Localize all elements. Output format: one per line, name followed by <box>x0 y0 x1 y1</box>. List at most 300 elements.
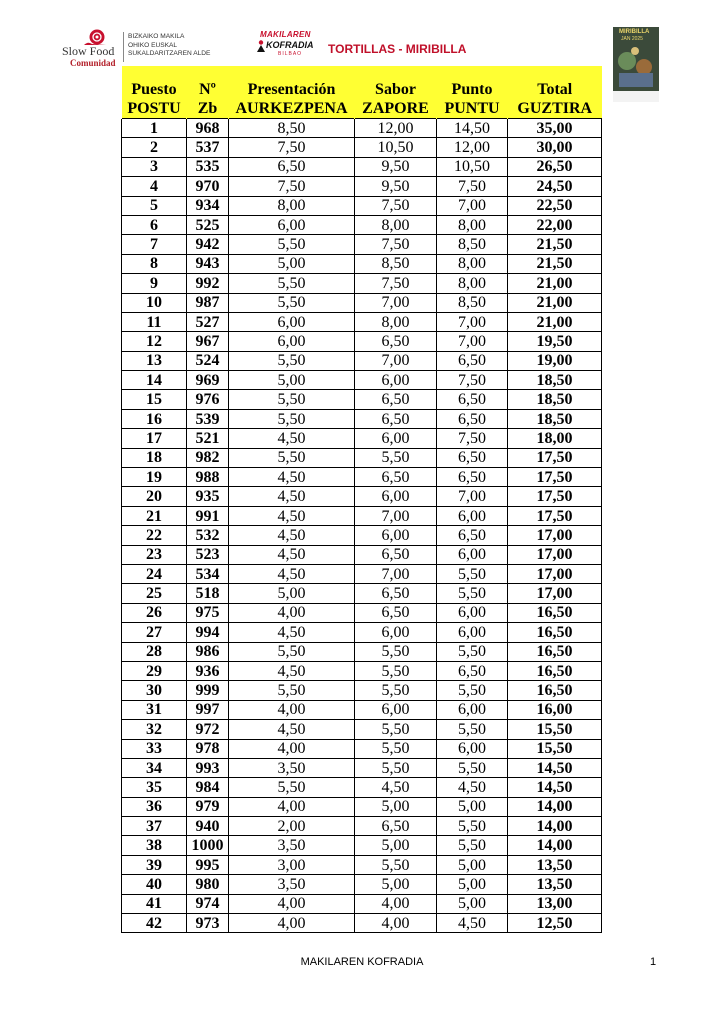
cell-doneness: 8,00 <box>437 215 508 234</box>
table-row <box>122 487 602 506</box>
cell-total: 17,00 <box>508 584 602 603</box>
table-row <box>122 564 602 583</box>
col-header-puntu: PUNTU <box>437 99 508 119</box>
cell-flavor: 8,50 <box>355 254 437 273</box>
cell-total: 18,50 <box>508 409 602 428</box>
cell-rank: 34 <box>122 758 187 777</box>
cell-total: 18,00 <box>508 429 602 448</box>
table-row <box>122 293 602 312</box>
cell-entry-number: 535 <box>187 157 229 176</box>
cell-total: 35,00 <box>508 119 602 138</box>
cell-total: 14,50 <box>508 778 602 797</box>
cell-total: 26,50 <box>508 157 602 176</box>
results-table-body <box>122 119 602 933</box>
cell-presentation: 5,50 <box>229 642 355 661</box>
table-row <box>122 778 602 797</box>
cell-rank: 10 <box>122 293 187 312</box>
cell-entry-number: 992 <box>187 274 229 293</box>
slow-food-logo <box>62 28 130 66</box>
cell-flavor: 6,50 <box>355 545 437 564</box>
cell-entry-number: 973 <box>187 914 229 933</box>
table-row <box>122 138 602 157</box>
cell-entry-number: 978 <box>187 739 229 758</box>
cell-flavor: 7,50 <box>355 196 437 215</box>
cell-entry-number: 527 <box>187 312 229 331</box>
table-row <box>122 914 602 933</box>
cell-rank: 12 <box>122 332 187 351</box>
cell-total: 22,00 <box>508 215 602 234</box>
cell-presentation: 3,00 <box>229 855 355 874</box>
cell-entry-number: 994 <box>187 623 229 642</box>
table-row <box>122 196 602 215</box>
poster-title: MIRIBILLA <box>619 29 650 35</box>
cell-rank: 30 <box>122 681 187 700</box>
cell-rank: 41 <box>122 894 187 913</box>
cell-presentation: 5,50 <box>229 448 355 467</box>
cell-rank: 28 <box>122 642 187 661</box>
cell-rank: 36 <box>122 797 187 816</box>
cell-entry-number: 523 <box>187 545 229 564</box>
cell-flavor: 6,00 <box>355 487 437 506</box>
cell-presentation: 8,00 <box>229 196 355 215</box>
cell-doneness: 6,50 <box>437 351 508 370</box>
cell-entry-number: 968 <box>187 119 229 138</box>
col-header-guztira: GUZTIRA <box>508 99 602 119</box>
cell-total: 24,50 <box>508 177 602 196</box>
cell-rank: 6 <box>122 215 187 234</box>
cell-doneness: 6,00 <box>437 623 508 642</box>
makilaren-kofradia-logo <box>256 30 320 62</box>
table-row <box>122 720 602 739</box>
cell-rank: 9 <box>122 274 187 293</box>
cell-flavor: 5,50 <box>355 720 437 739</box>
cell-doneness: 5,50 <box>437 720 508 739</box>
cell-presentation: 4,00 <box>229 914 355 933</box>
cell-presentation: 4,50 <box>229 429 355 448</box>
cell-doneness: 6,50 <box>437 526 508 545</box>
cell-doneness: 5,50 <box>437 836 508 855</box>
cell-doneness: 10,50 <box>437 157 508 176</box>
cell-doneness: 6,50 <box>437 661 508 680</box>
makilaren-logo-city: BILBAO <box>278 51 303 57</box>
cell-rank: 21 <box>122 506 187 525</box>
cell-doneness: 7,50 <box>437 177 508 196</box>
cell-doneness: 5,50 <box>437 564 508 583</box>
cell-rank: 2 <box>122 138 187 157</box>
col-header-zapore: ZAPORE <box>355 99 437 119</box>
cell-presentation: 7,50 <box>229 177 355 196</box>
table-row <box>122 157 602 176</box>
cell-total: 17,50 <box>508 487 602 506</box>
cell-rank: 24 <box>122 564 187 583</box>
cell-entry-number: 537 <box>187 138 229 157</box>
cell-total: 21,50 <box>508 235 602 254</box>
cell-entry-number: 534 <box>187 564 229 583</box>
cell-doneness: 5,50 <box>437 642 508 661</box>
cell-rank: 22 <box>122 526 187 545</box>
cell-presentation: 4,50 <box>229 506 355 525</box>
cell-flavor: 5,00 <box>355 875 437 894</box>
table-row <box>122 235 602 254</box>
table-row <box>122 758 602 777</box>
cell-flavor: 6,50 <box>355 584 437 603</box>
cell-doneness: 6,50 <box>437 390 508 409</box>
cell-flavor: 5,50 <box>355 855 437 874</box>
cell-presentation: 7,50 <box>229 138 355 157</box>
cell-doneness: 5,50 <box>437 681 508 700</box>
cell-presentation: 6,00 <box>229 312 355 331</box>
cell-rank: 3 <box>122 157 187 176</box>
logo-divider <box>123 32 124 62</box>
cell-rank: 13 <box>122 351 187 370</box>
cell-total: 12,50 <box>508 914 602 933</box>
col-header-presentacion: Presentación <box>229 81 355 99</box>
event-poster-image <box>613 27 659 102</box>
cell-presentation: 4,50 <box>229 545 355 564</box>
col-header-sabor: Sabor <box>355 81 437 99</box>
cell-flavor: 8,00 <box>355 312 437 331</box>
cell-entry-number: 974 <box>187 894 229 913</box>
cell-rank: 20 <box>122 487 187 506</box>
cell-total: 21,50 <box>508 254 602 273</box>
cell-total: 15,50 <box>508 720 602 739</box>
table-row <box>122 215 602 234</box>
cell-presentation: 5,50 <box>229 235 355 254</box>
table-row <box>122 468 602 487</box>
cell-presentation: 5,50 <box>229 778 355 797</box>
cell-presentation: 4,50 <box>229 623 355 642</box>
table-row <box>122 739 602 758</box>
cell-presentation: 4,50 <box>229 526 355 545</box>
cell-rank: 42 <box>122 914 187 933</box>
cell-flavor: 7,00 <box>355 564 437 583</box>
table-row <box>122 351 602 370</box>
cell-entry-number: 525 <box>187 215 229 234</box>
table-row <box>122 584 602 603</box>
cell-doneness: 8,00 <box>437 274 508 293</box>
table-row <box>122 855 602 874</box>
cell-presentation: 4,00 <box>229 700 355 719</box>
cell-flavor: 9,50 <box>355 177 437 196</box>
cell-presentation: 4,50 <box>229 468 355 487</box>
cell-presentation: 5,50 <box>229 293 355 312</box>
cell-rank: 7 <box>122 235 187 254</box>
cell-total: 18,50 <box>508 390 602 409</box>
col-header-punto: Punto <box>437 81 508 99</box>
cell-rank: 1 <box>122 119 187 138</box>
header-row-basque <box>122 99 602 119</box>
cell-rank: 18 <box>122 448 187 467</box>
cell-doneness: 6,00 <box>437 739 508 758</box>
cell-entry-number: 1000 <box>187 836 229 855</box>
cell-entry-number: 999 <box>187 681 229 700</box>
page-number: 1 <box>650 956 657 968</box>
cell-total: 16,50 <box>508 642 602 661</box>
table-row <box>122 875 602 894</box>
table-row <box>122 700 602 719</box>
cell-doneness: 8,00 <box>437 254 508 273</box>
kofradia-figure-icon <box>256 40 266 52</box>
cell-total: 14,00 <box>508 836 602 855</box>
cell-doneness: 7,00 <box>437 312 508 331</box>
table-row <box>122 332 602 351</box>
cell-doneness: 7,50 <box>437 371 508 390</box>
cell-flavor: 6,50 <box>355 603 437 622</box>
col-header-zb: Zb <box>187 99 229 119</box>
table-row <box>122 119 602 138</box>
cell-doneness: 7,00 <box>437 487 508 506</box>
table-row <box>122 894 602 913</box>
table-row <box>122 448 602 467</box>
cell-presentation: 5,50 <box>229 351 355 370</box>
col-header-aurkezpena: AURKEZPENA <box>229 99 355 119</box>
table-row <box>122 390 602 409</box>
col-header-puesto: Puesto <box>122 81 187 99</box>
cell-flavor: 6,50 <box>355 468 437 487</box>
col-header-total: Total <box>508 81 602 99</box>
cell-flavor: 7,00 <box>355 293 437 312</box>
cell-rank: 31 <box>122 700 187 719</box>
cell-doneness: 5,50 <box>437 584 508 603</box>
cell-entry-number: 936 <box>187 661 229 680</box>
cell-entry-number: 539 <box>187 409 229 428</box>
cell-presentation: 5,00 <box>229 371 355 390</box>
cell-presentation: 2,00 <box>229 817 355 836</box>
cell-presentation: 5,50 <box>229 681 355 700</box>
makilaren-logo-bottom: KOFRADIA <box>266 40 314 50</box>
cell-presentation: 6,50 <box>229 157 355 176</box>
slow-food-sub-line: SUKALDARITZAREN ALDE <box>128 50 211 57</box>
cell-entry-number: 524 <box>187 351 229 370</box>
header-band <box>122 66 602 81</box>
cell-doneness: 5,00 <box>437 855 508 874</box>
cell-entry-number: 984 <box>187 778 229 797</box>
cell-total: 21,00 <box>508 274 602 293</box>
cell-total: 16,50 <box>508 681 602 700</box>
table-row <box>122 409 602 428</box>
cell-doneness: 5,50 <box>437 817 508 836</box>
cell-flavor: 5,00 <box>355 836 437 855</box>
cell-doneness: 7,00 <box>437 332 508 351</box>
cell-flavor: 7,50 <box>355 235 437 254</box>
col-header-numero: Nº <box>187 81 229 99</box>
cell-rank: 26 <box>122 603 187 622</box>
cell-flavor: 6,00 <box>355 429 437 448</box>
cell-flavor: 7,00 <box>355 351 437 370</box>
cell-total: 18,50 <box>508 371 602 390</box>
cell-doneness: 7,50 <box>437 429 508 448</box>
cell-total: 16,50 <box>508 603 602 622</box>
cell-flavor: 5,50 <box>355 642 437 661</box>
results-table-header <box>122 66 602 119</box>
cell-entry-number: 532 <box>187 526 229 545</box>
cell-rank: 17 <box>122 429 187 448</box>
cell-flavor: 6,00 <box>355 623 437 642</box>
table-row <box>122 661 602 680</box>
cell-flavor: 6,50 <box>355 817 437 836</box>
cell-entry-number: 988 <box>187 468 229 487</box>
document-title: TORTILLAS - MIRIBILLA <box>328 42 467 56</box>
table-row <box>122 681 602 700</box>
cell-total: 17,00 <box>508 545 602 564</box>
cell-total: 17,50 <box>508 468 602 487</box>
cell-entry-number: 521 <box>187 429 229 448</box>
cell-flavor: 5,50 <box>355 758 437 777</box>
poster-subtitle: JAN 2025 <box>621 36 643 42</box>
cell-total: 16,00 <box>508 700 602 719</box>
cell-flavor: 8,00 <box>355 215 437 234</box>
slow-food-name: Slow Food <box>62 44 115 58</box>
slow-food-sub-line: OHIKO EUSKAL <box>128 41 178 49</box>
cell-presentation: 4,00 <box>229 739 355 758</box>
cell-entry-number: 518 <box>187 584 229 603</box>
cell-doneness: 14,50 <box>437 119 508 138</box>
cell-rank: 35 <box>122 778 187 797</box>
cell-total: 21,00 <box>508 293 602 312</box>
cell-rank: 19 <box>122 468 187 487</box>
table-row <box>122 642 602 661</box>
cell-entry-number: 935 <box>187 487 229 506</box>
cell-rank: 4 <box>122 177 187 196</box>
cell-rank: 38 <box>122 836 187 855</box>
cell-total: 14,00 <box>508 797 602 816</box>
cell-entry-number: 934 <box>187 196 229 215</box>
cell-entry-number: 995 <box>187 855 229 874</box>
cell-entry-number: 987 <box>187 293 229 312</box>
cell-presentation: 5,00 <box>229 584 355 603</box>
cell-presentation: 4,00 <box>229 603 355 622</box>
cell-presentation: 4,50 <box>229 564 355 583</box>
cell-rank: 8 <box>122 254 187 273</box>
cell-flavor: 6,50 <box>355 390 437 409</box>
cell-doneness: 5,00 <box>437 875 508 894</box>
cell-flavor: 5,50 <box>355 681 437 700</box>
slow-food-sub-line: BIZKAIKO MAKILA <box>128 33 185 40</box>
cell-total: 17,00 <box>508 564 602 583</box>
cell-rank: 11 <box>122 312 187 331</box>
makilaren-logo-top: MAKILAREN <box>260 30 311 39</box>
cell-presentation: 5,50 <box>229 409 355 428</box>
table-row <box>122 545 602 564</box>
cell-doneness: 4,50 <box>437 914 508 933</box>
cell-entry-number: 940 <box>187 817 229 836</box>
cell-total: 13,00 <box>508 894 602 913</box>
cell-presentation: 4,50 <box>229 487 355 506</box>
cell-presentation: 6,00 <box>229 332 355 351</box>
table-row <box>122 312 602 331</box>
cell-entry-number: 942 <box>187 235 229 254</box>
table-row <box>122 371 602 390</box>
cell-doneness: 6,50 <box>437 409 508 428</box>
cell-total: 15,50 <box>508 739 602 758</box>
cell-rank: 32 <box>122 720 187 739</box>
cell-entry-number: 976 <box>187 390 229 409</box>
cell-flavor: 6,00 <box>355 700 437 719</box>
cell-flavor: 10,50 <box>355 138 437 157</box>
table-row <box>122 274 602 293</box>
cell-total: 16,50 <box>508 661 602 680</box>
cell-flavor: 4,00 <box>355 894 437 913</box>
cell-total: 19,50 <box>508 332 602 351</box>
cell-doneness: 6,50 <box>437 468 508 487</box>
cell-rank: 39 <box>122 855 187 874</box>
cell-flavor: 12,00 <box>355 119 437 138</box>
cell-flavor: 7,00 <box>355 506 437 525</box>
cell-total: 14,50 <box>508 758 602 777</box>
cell-flavor: 5,50 <box>355 661 437 680</box>
table-row <box>122 797 602 816</box>
cell-doneness: 8,50 <box>437 235 508 254</box>
cell-presentation: 4,50 <box>229 661 355 680</box>
table-row <box>122 817 602 836</box>
cell-entry-number: 986 <box>187 642 229 661</box>
cell-total: 13,50 <box>508 875 602 894</box>
cell-presentation: 8,50 <box>229 119 355 138</box>
table-row <box>122 836 602 855</box>
cell-total: 17,50 <box>508 448 602 467</box>
cell-doneness: 7,00 <box>437 196 508 215</box>
cell-total: 16,50 <box>508 623 602 642</box>
cell-doneness: 5,00 <box>437 894 508 913</box>
cell-presentation: 6,00 <box>229 215 355 234</box>
cell-doneness: 6,00 <box>437 506 508 525</box>
cell-rank: 5 <box>122 196 187 215</box>
results-table <box>121 66 602 933</box>
cell-doneness: 8,50 <box>437 293 508 312</box>
cell-flavor: 5,50 <box>355 739 437 758</box>
cell-presentation: 4,00 <box>229 797 355 816</box>
poster-footer-band <box>613 91 659 102</box>
table-row <box>122 429 602 448</box>
cell-rank: 25 <box>122 584 187 603</box>
cell-presentation: 5,50 <box>229 274 355 293</box>
cell-rank: 37 <box>122 817 187 836</box>
cell-rank: 40 <box>122 875 187 894</box>
cell-entry-number: 980 <box>187 875 229 894</box>
cell-presentation: 4,00 <box>229 894 355 913</box>
footer-organization: MAKILAREN KOFRADIA <box>300 956 424 968</box>
slow-food-community: Comunidad <box>70 58 116 68</box>
cell-entry-number: 982 <box>187 448 229 467</box>
cell-presentation: 3,50 <box>229 836 355 855</box>
cell-entry-number: 997 <box>187 700 229 719</box>
cell-total: 21,00 <box>508 312 602 331</box>
cell-total: 30,00 <box>508 138 602 157</box>
cell-rank: 33 <box>122 739 187 758</box>
slow-food-subtitle <box>128 33 210 59</box>
cell-presentation: 3,50 <box>229 875 355 894</box>
cell-entry-number: 975 <box>187 603 229 622</box>
cell-flavor: 6,00 <box>355 526 437 545</box>
cell-flavor: 6,50 <box>355 409 437 428</box>
cell-doneness: 5,00 <box>437 797 508 816</box>
cell-flavor: 5,50 <box>355 448 437 467</box>
cell-flavor: 4,50 <box>355 778 437 797</box>
table-row <box>122 506 602 525</box>
cell-rank: 14 <box>122 371 187 390</box>
cell-flavor: 7,50 <box>355 274 437 293</box>
cell-entry-number: 991 <box>187 506 229 525</box>
cell-rank: 23 <box>122 545 187 564</box>
cell-total: 19,00 <box>508 351 602 370</box>
cell-entry-number: 979 <box>187 797 229 816</box>
cell-presentation: 5,00 <box>229 254 355 273</box>
cell-entry-number: 969 <box>187 371 229 390</box>
cell-doneness: 4,50 <box>437 778 508 797</box>
table-row <box>122 526 602 545</box>
cell-flavor: 5,00 <box>355 797 437 816</box>
table-row <box>122 177 602 196</box>
